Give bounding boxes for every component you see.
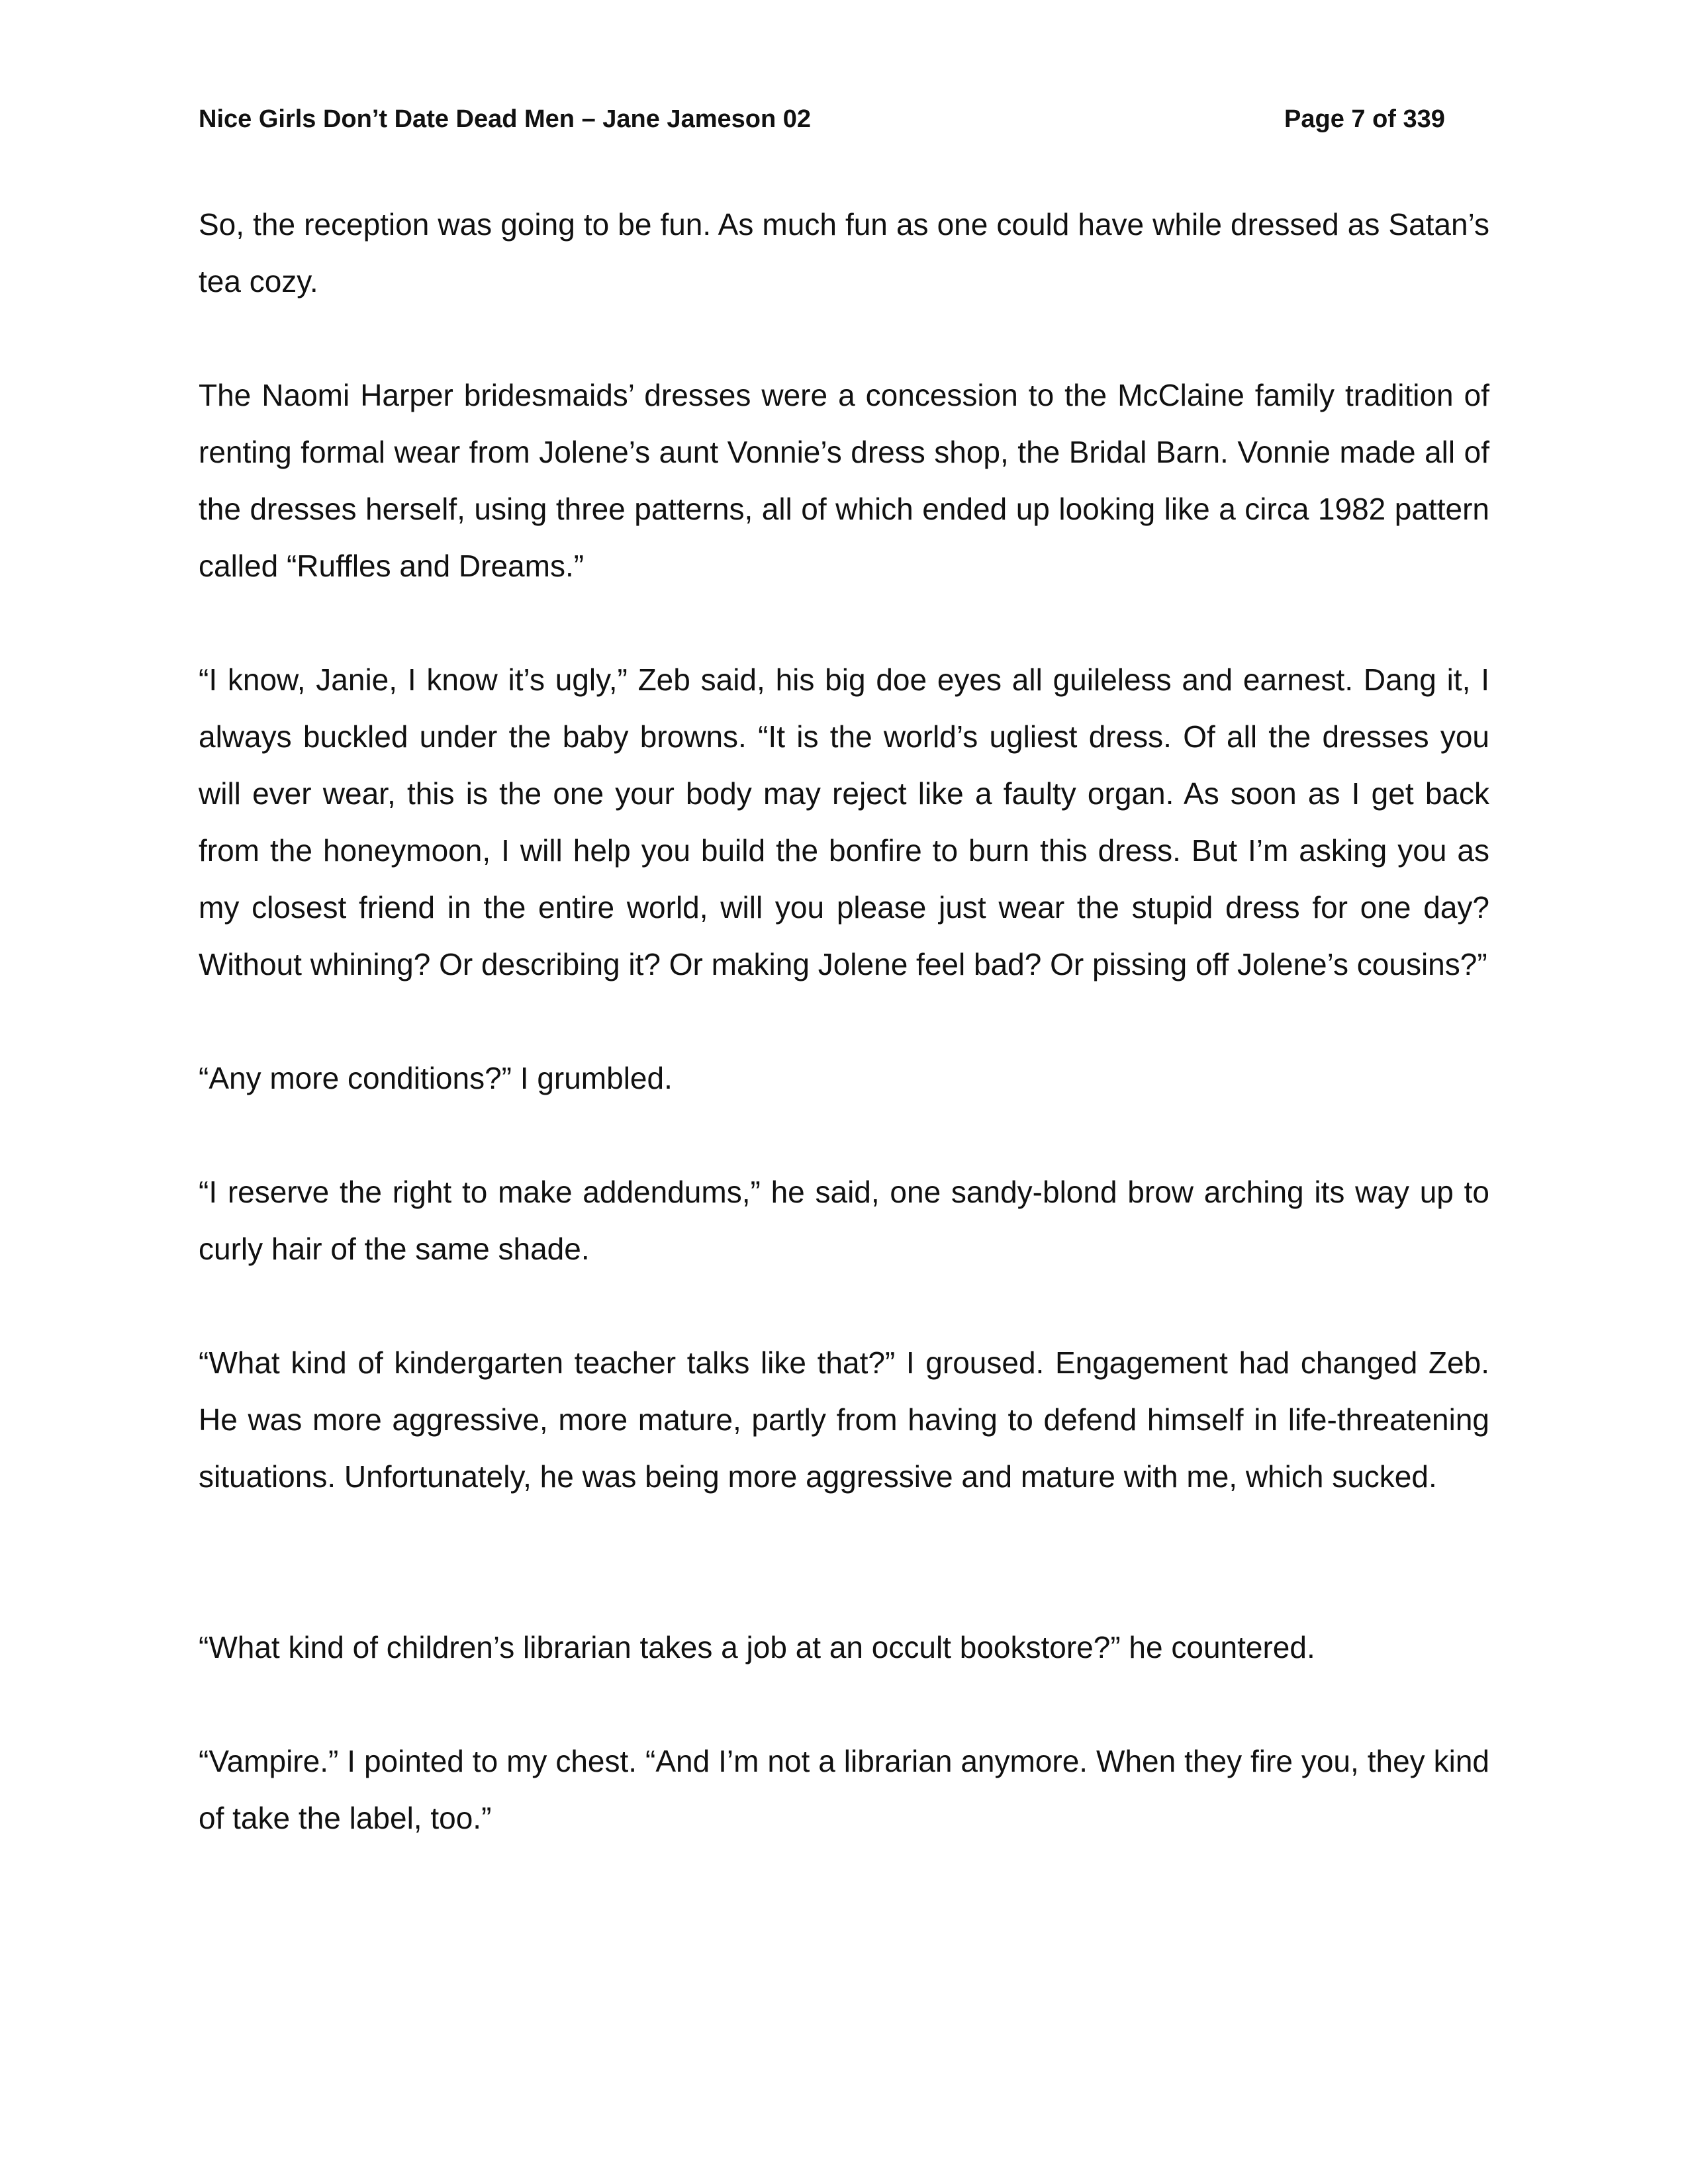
paragraph: “I know, Janie, I know it’s ugly,” Zeb said, his big doe eyes all guileless and earnest. Dang it, I always buckled under the baby browns. “It is the world’s ugliest dress. Of all the dresses you will ever wear, this is the one your body may reject like a faulty organ. As soon as I get back from the honeymoon, I will help you build the bonfire to burn this dress. But I’m asking you as my closest friend in the entire world, will you please just wear the stupid dress for one day? Without whining? Or describing it? Or making Jolene feel bad? Or pissing off Jolene’s cousins?” bbox=[199, 662, 1489, 981]
paragraph: “Vampire.” I pointed to my chest. “And I’m not a librarian anymore. When they fire you, they kind of take the label, too.” bbox=[199, 1744, 1489, 1835]
paragraph: “What kind of kindergarten teacher talks like that?” I groused. Engagement had changed Zeb. He was more aggressive, more mature, partly from having to defend himself in life-threatening situations. Unfortunately, he was being more aggressive and mature with me, which sucked. bbox=[199, 1345, 1489, 1494]
paragraph: So, the reception was going to be fun. As much fun as one could have while dressed as Satan’s tea cozy. bbox=[199, 207, 1489, 298]
paragraph: “I reserve the right to make addendums,” he said, one sandy-blond brow arching its way up to curly hair of the same shade. bbox=[199, 1175, 1489, 1266]
body-text bbox=[199, 196, 1489, 1903]
paragraph: “Any more conditions?” I grumbled. bbox=[199, 1061, 673, 1095]
paragraph: “What kind of children’s librarian takes a job at an occult bookstore?” he countered. bbox=[199, 1630, 1315, 1664]
book-title: Nice Girls Don’t Date Dead Men – Jane Jameson 02 bbox=[199, 105, 812, 133]
paragraph: The Naomi Harper bridesmaids’ dresses were a concession to the McClaine family tradition of renting formal wear from Jolene’s aunt Vonnie’s dress shop, the Bridal Barn. Vonnie made all of the dresses herself, using three patterns, all of which ended up looking like a circa 1982 pattern called “Ruffles and Dreams.” bbox=[199, 378, 1489, 583]
page-number: Page 7 of 339 bbox=[1284, 105, 1445, 133]
page-header bbox=[199, 99, 1456, 139]
blank-line bbox=[199, 1562, 1489, 1619]
